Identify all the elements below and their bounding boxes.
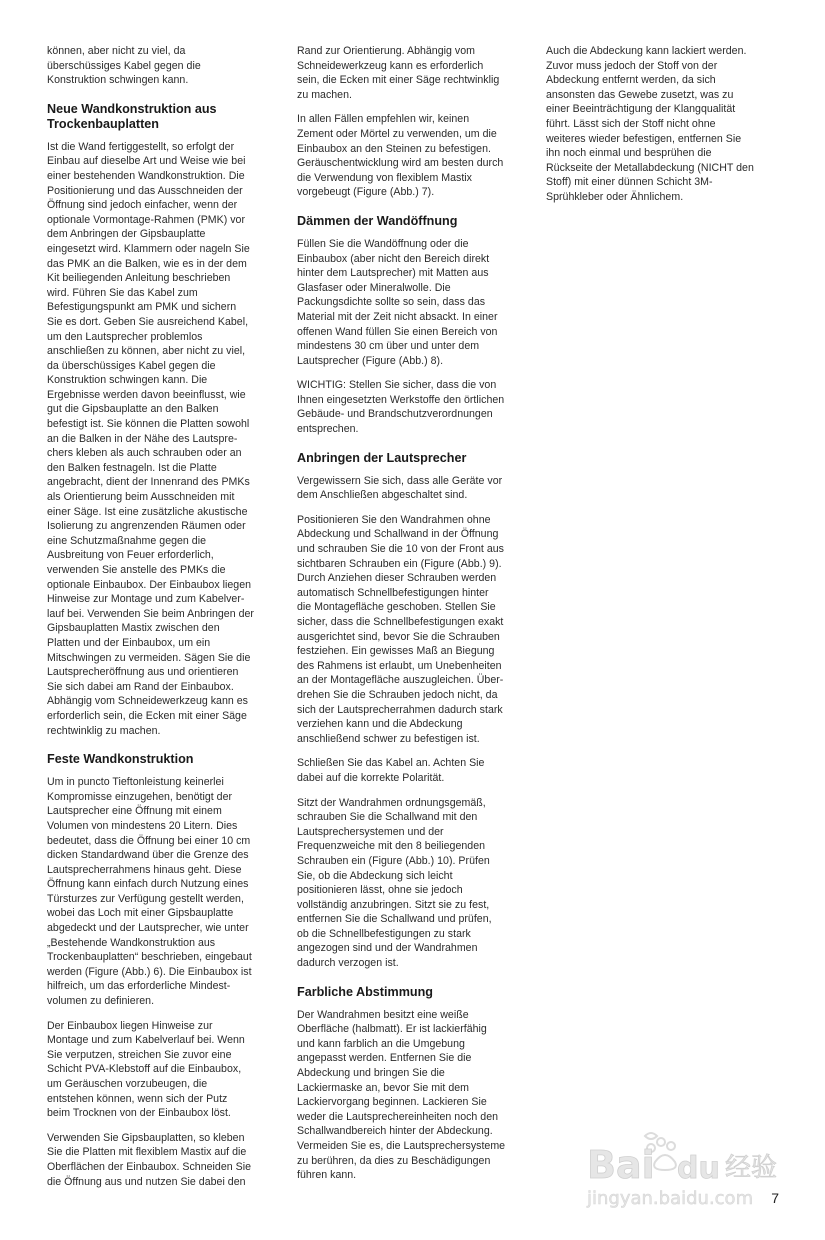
text-column-right [546,44,784,215]
paragraph: In allen Fällen empfehlen wir, keinen Zement oder Mörtel zu verwenden, um die Einbaubox an den Steinen zu befestigen. Geräuschentwicklung wird am besten durch die Verwendung von flexiblem Mastix vorgebeugt (Figure (Abb.) 7). [297,113,504,199]
svg-text:jingyan.baidu.com: jingyan.baidu.com [587,1188,754,1209]
paragraph: Ist die Wand fertiggestellt, so erfolgt der Einbau auf dieselbe Art und Weise wie bei einer bestehenden Wandkonstruktion. Die Positionierung und das Ausschneiden der Öffnung sind jedoch einfacher, wenn der optionale Vormontage-Rahmen (PMK) vor dem Anbringen der Gipsbauplatte eingesetzt wird. Klammern oder nageln Sie das PMK an die Balken, wie es in der dem Kit beiliegenden Anleitung beschrieben wird. Führen Sie das Kabel zum Befestigungspunkt am PMK und sichern Sie es dort. Geben Sie ausreichend Kabel, um den Lautsprecher problemlos anschließen zu können, aber nicht zu viel, da überschüssiges Kabel gegen die Konstruktion schwingen kann. Die Ergebnisse werden davon beeinflusst, wie gut die Gipsbauplatte an den Balken befestigt ist. Sie können die Platten sowohl an die Balken in der Nähe des Lautspre- chers kleben als auch schrauben oder an den Balken festnageln. Ist die Platte angebracht, dient der Innenrand des PMKs als Orientierung beim Ausschneiden mit einer Säge. Ist eine zusätzliche akustische Isolierung zu angrenzenden Räumen oder eine Schutzmaßnahme gegen die Ausbreitung von Feuer erforderlich, verwenden Sie anstelle des PMKs die optionale Einbaubox. Der Einbaubox liegen Hinweise zur Montage und zum Kabelver- lauf bei. Verwenden Sie beim Anbringen der Gipsbauplatten Mastix zwischen den Platten und der Einbaubox, um ein Mitschwingen zu vermeiden. Sägen Sie die Lautsprecheröffnung aus und orientieren Sie sich dabei am Rand der Einbaubox. Abhängig vom Schneidewerkzeug kann es erforderlich sein, die Ecken mit einer Säge rechtwinklig zu machen. [47,140,254,737]
section-heading: Farbliche Abstimmung [297,984,433,999]
paragraph: Verwenden Sie Gipsbauplatten, so kleben Sie die Platten mit flexiblem Mastix auf die Oberflächen der Einbaubox. Schneiden Sie die Öffnung aus und nutzen Sie dabei den [47,1131,251,1188]
baidu-jingyan-watermark-icon [585,1128,785,1212]
paragraph: Rand zur Orientierung. Abhängig vom Schneidewerkzeug kann es erforderlich sein, die Ecken mit einer Säge rechtwinklig zu machen. [297,45,500,101]
text-column-left [47,44,285,1199]
text-column-middle [297,44,535,1193]
paragraph: Positionieren Sie den Wandrahmen ohne Abdeckung und Schallwand in der Öffnung und schrauben Sie die 10 von der Front aus sichtbaren Schrauben ein (Figure (Abb.) 9). Durch Anziehen dieser Schrauben werden automatisch Schnellbefestigungen hinter die Montagefläche geschoben. Stellen Sie sicher, dass die Schnellbefestigungen exakt ausgerichtet sind, bevor Sie die Schrauben festziehen. Ein gewisses Maß an Biegung des Rahmens ist erlaubt, um Unebenheiten an der Montagefläche auszugleichen. Über- drehen Sie die Schrauben jedoch nicht, da sich der Lautsprecherrahmen dadurch stark verziehen kann und die Abdeckung anschließend schwer zu befestigen ist. [297,513,504,745]
svg-text:du: du [677,1151,720,1186]
paragraph: Der Wandrahmen besitzt eine weiße Oberfläche (halbmatt). Er ist lackierfähig und kann farblich an die Umgebung angepasst werden. Entfernen Sie die Abdeckung und bringen Sie die Lackiermaske an, bevor Sie mit dem Lackiervorgang beginnen. Lackieren Sie weder die Lautsprechereinheiten noch den Schallwandbereich hinter der Abdeckung. Vermeiden Sie es, die Lautsprechersysteme zu berühren, da dies zu Beschädigungen führen kann. [297,1008,506,1182]
paragraph: Sitzt der Wandrahmen ordnungsgemäß, schrauben Sie die Schallwand mit den Lautsprechersystemen und der Frequenzweiche mit den 8 beiliegenden Schrauben ein (Figure (Abb.) 10). Prüfen Sie, ob die Abdeckung sich leicht positionieren lässt, ohne sie jedoch vollständig anzubringen. Sitzt sie zu fest, entfernen Sie die Schallwand und prüfen, ob die Schnellbefestigungen zu stark angezogen sind und der Wandrahmen dadurch verzogen ist. [297,796,492,970]
page-number: 7 [771,1190,779,1206]
svg-text:经验: 经验 [725,1153,778,1183]
paragraph: Schließen Sie das Kabel an. Achten Sie dabei auf die korrekte Polarität. [297,757,485,784]
paragraph: Der Einbaubox liegen Hinweise zur Montage und zum Kabelverlauf bei. Wenn Sie verputzen, streichen Sie zuvor eine Schicht PVA-Klebstoff auf die Einbaubox, um Geräuschen vorzubeugen, die entstehen können, wenn sich der Putz beim Trocknen von der Einbaubox löst. [47,1019,245,1120]
svg-text:Bai: Bai [587,1143,655,1187]
paragraph: können, aber nicht zu viel, da überschüssiges Kabel gegen die Konstruktion schwingen kann. [47,45,201,87]
paragraph: Vergewissern Sie sich, dass alle Geräte vor dem Anschließen abgeschaltet sind. [297,474,503,502]
section-heading: Neue Wandkonstruktion aus Trockenbauplatten [47,101,217,131]
section-heading: Feste Wandkonstruktion [47,752,194,767]
section-heading: Dämmen der Wandöffnung [297,213,458,228]
section-heading: Anbringen der Lautsprecher [297,450,467,465]
paragraph: WICHTIG: Stellen Sie sicher, dass die von Ihnen eingesetzten Werkstoffe den örtlichen Gebäude- und Brandschutzverordnungen entsprechen. [297,379,505,436]
paragraph: Auch die Abdeckung kann lackiert werden. Zuvor muss jedoch der Stoff von der Abdeckung entfernt werden, da sich ansonsten das Gewebe zusetzt, was zu einer Beeinträchtigung der Klangqualität führt. Lässt sich der Stoff nicht ohne weiteres wieder befestigen, entfernen Sie ihn noch einmal und besprühen die Rückseite der Metallabdeckung (NICHT den Stoff) mit einer dünnen Schicht 3M- Sprühkleber oder Ähnlichem. [546,45,754,203]
paragraph: Um in puncto Tieftonleistung keinerlei Kompromisse einzugehen, benötigt der Lautsprecher eine Öffnung mit einem Volumen von mindestens 20 Litern. Dies bedeutet, dass die Öffnung bei einer 10 cm dicken Standardwand über die Grenze des Lautsprecherrahmens hinaus geht. Diese Öffnung kann einfach durch Nutzung eines Türsturzes zur Verfügung gestellt werden, wobei das Loch mit einer Gipsbauplatte abgedeckt und der Lautsprecher, wie unter „Bestehende Wandkonstruktion aus Trockenbauplatten“ beschrieben, eingebaut werden (Figure (Abb.) 6). Die Einbaubox ist hilfreich, um das erforderliche Mindest- volumen zu definieren. [47,776,252,1008]
paragraph: Füllen Sie die Wandöffnung oder die Einbaubox (aber nicht den Bereich direkt hinter dem Lautsprecher) mit Matten aus Glasfaser oder Mineralwolle. Die Packungsdichte sollte so sein, dass das Material mit der Zeit nicht absackt. In einer offenen Wand füllen Sie einen Bereich von mindestens 30 cm über und unter dem Lautsprecher (Figure (Abb.) 8). [297,237,498,367]
